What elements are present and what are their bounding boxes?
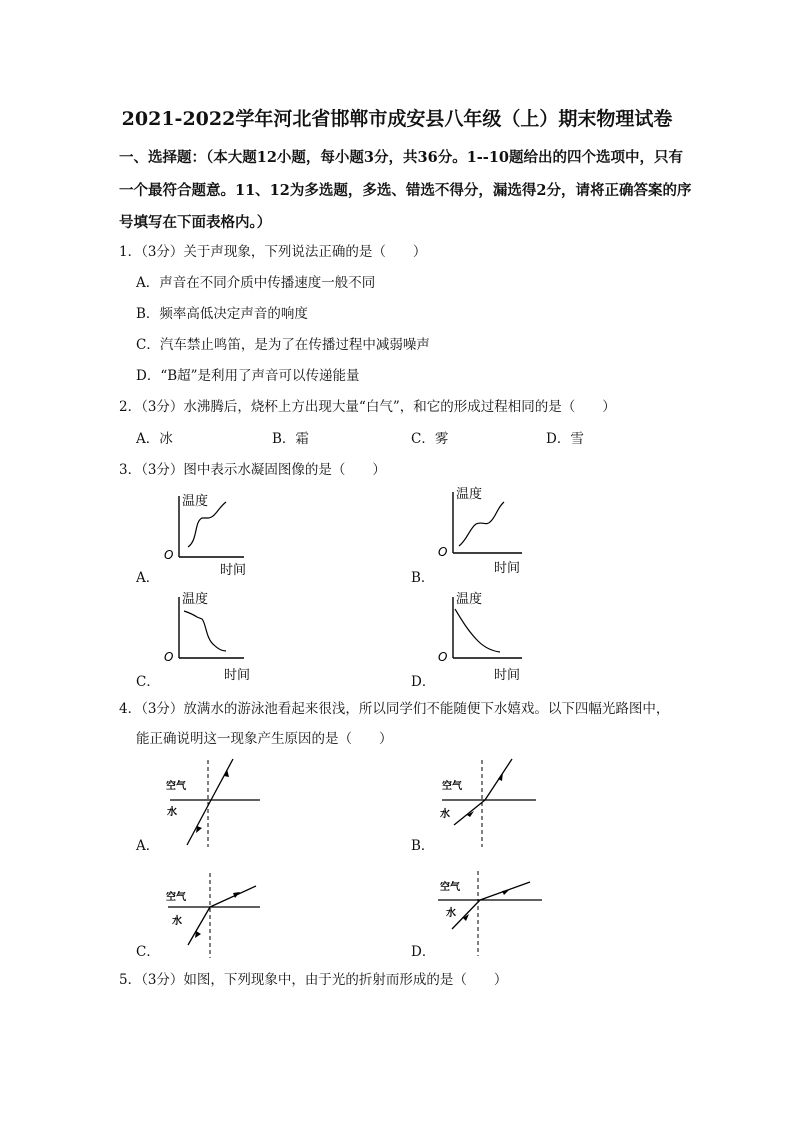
diagram-d-air-label: 空气 xyxy=(440,882,460,893)
question-4-stem-line-2: 能正确说明这一现象产生原因的是（ ） xyxy=(136,731,393,747)
question-4-diagram-b xyxy=(434,755,544,850)
question-5-stem: 5．（3分）如图，下列现象中，由于光的折射而形成的是（ ） xyxy=(119,972,508,988)
question-2-option-d: D．雪 xyxy=(546,431,584,447)
question-4-option-d-label: D． xyxy=(411,944,436,960)
question-1-option-a: A．声音在不同介质中传播速度一般不同 xyxy=(136,275,376,291)
question-4-diagram-c xyxy=(160,868,270,963)
question-3-option-b-label: B． xyxy=(411,570,435,586)
question-4-option-a-label: A． xyxy=(136,838,160,854)
question-3-stem: 3．（3分）图中表示水凝固图像的是（ ） xyxy=(119,462,386,478)
question-2-stem: 2．（3分）水沸腾后，烧杯上方出现大量“白气”，和它的形成过程相同的是（ ） xyxy=(119,399,616,415)
question-1-stem: 1．（3分）关于声现象，下列说法正确的是（ ） xyxy=(119,244,427,260)
question-3-option-a-label: A． xyxy=(136,570,160,586)
graph-a-x-label: 时间 xyxy=(220,563,247,578)
graph-b-y-label: 温度 xyxy=(456,487,483,502)
diagram-d-water-label: 水 xyxy=(446,908,456,919)
graph-a-y-label: 温度 xyxy=(182,494,209,509)
diagram-b-air-label: 空气 xyxy=(442,781,462,792)
page-title: 2021-2022学年河北省邯郸市成安县八年级（上）期末物理试卷 xyxy=(121,108,673,130)
question-2-option-c: C．雾 xyxy=(411,431,449,447)
graph-b-x-label: 时间 xyxy=(494,561,521,576)
diagram-c-air-label: 空气 xyxy=(166,892,186,903)
graph-c-x-label: 时间 xyxy=(224,668,251,683)
question-2-option-b: B．霜 xyxy=(272,431,309,447)
question-3-graph-d xyxy=(434,589,534,684)
question-4-option-b-label: B． xyxy=(411,838,435,854)
question-1-option-d: D．“B超”是利用了声音可以传递能量 xyxy=(136,368,360,384)
section-heading-line-1: 一、选择题：（本大题12小题，每小题3分，共36分。1--10题给出的四个选项中，只有 xyxy=(119,149,683,166)
section-heading-line-2: 一个最符合题意。11、12为多选题，多选、错选不得分，漏选得2分，请将正确答案的序 xyxy=(119,182,692,199)
graph-a-origin: O xyxy=(164,548,174,562)
question-4-option-c-label: C． xyxy=(136,944,160,960)
question-3-option-d-label: D． xyxy=(411,674,436,690)
question-4-diagram-d xyxy=(434,866,544,961)
graph-c-origin: O xyxy=(164,650,174,664)
section-heading-line-3: 号填写在下面表格内。） xyxy=(119,214,272,231)
diagram-a-water-label: 水 xyxy=(167,807,177,818)
diagram-b-water-label: 水 xyxy=(440,809,450,820)
question-3-option-c-label: C． xyxy=(136,674,160,690)
graph-d-origin: O xyxy=(438,650,448,664)
diagram-c-water-label: 水 xyxy=(172,916,182,927)
graph-c-y-label: 温度 xyxy=(182,592,209,607)
question-3-graph-c xyxy=(160,589,260,684)
question-4-stem-line-1: 4．（3分）放满水的游泳池看起来很浅，所以同学们不能随便下水嬉戏。以下四幅光路图中， xyxy=(119,701,670,717)
question-2-option-a: A．冰 xyxy=(136,431,173,447)
question-1-option-b: B．频率高低决定声音的响度 xyxy=(136,306,308,322)
question-3-graph-a xyxy=(160,488,260,583)
graph-d-y-label: 温度 xyxy=(456,592,483,607)
question-3-graph-b xyxy=(434,484,534,579)
graph-b-origin: O xyxy=(438,545,448,559)
question-4-diagram-a xyxy=(160,755,270,850)
graph-d-x-label: 时间 xyxy=(494,668,521,683)
question-1-option-c: C．汽车禁止鸣笛，是为了在传播过程中减弱噪声 xyxy=(136,337,430,353)
diagram-a-air-label: 空气 xyxy=(166,781,186,792)
